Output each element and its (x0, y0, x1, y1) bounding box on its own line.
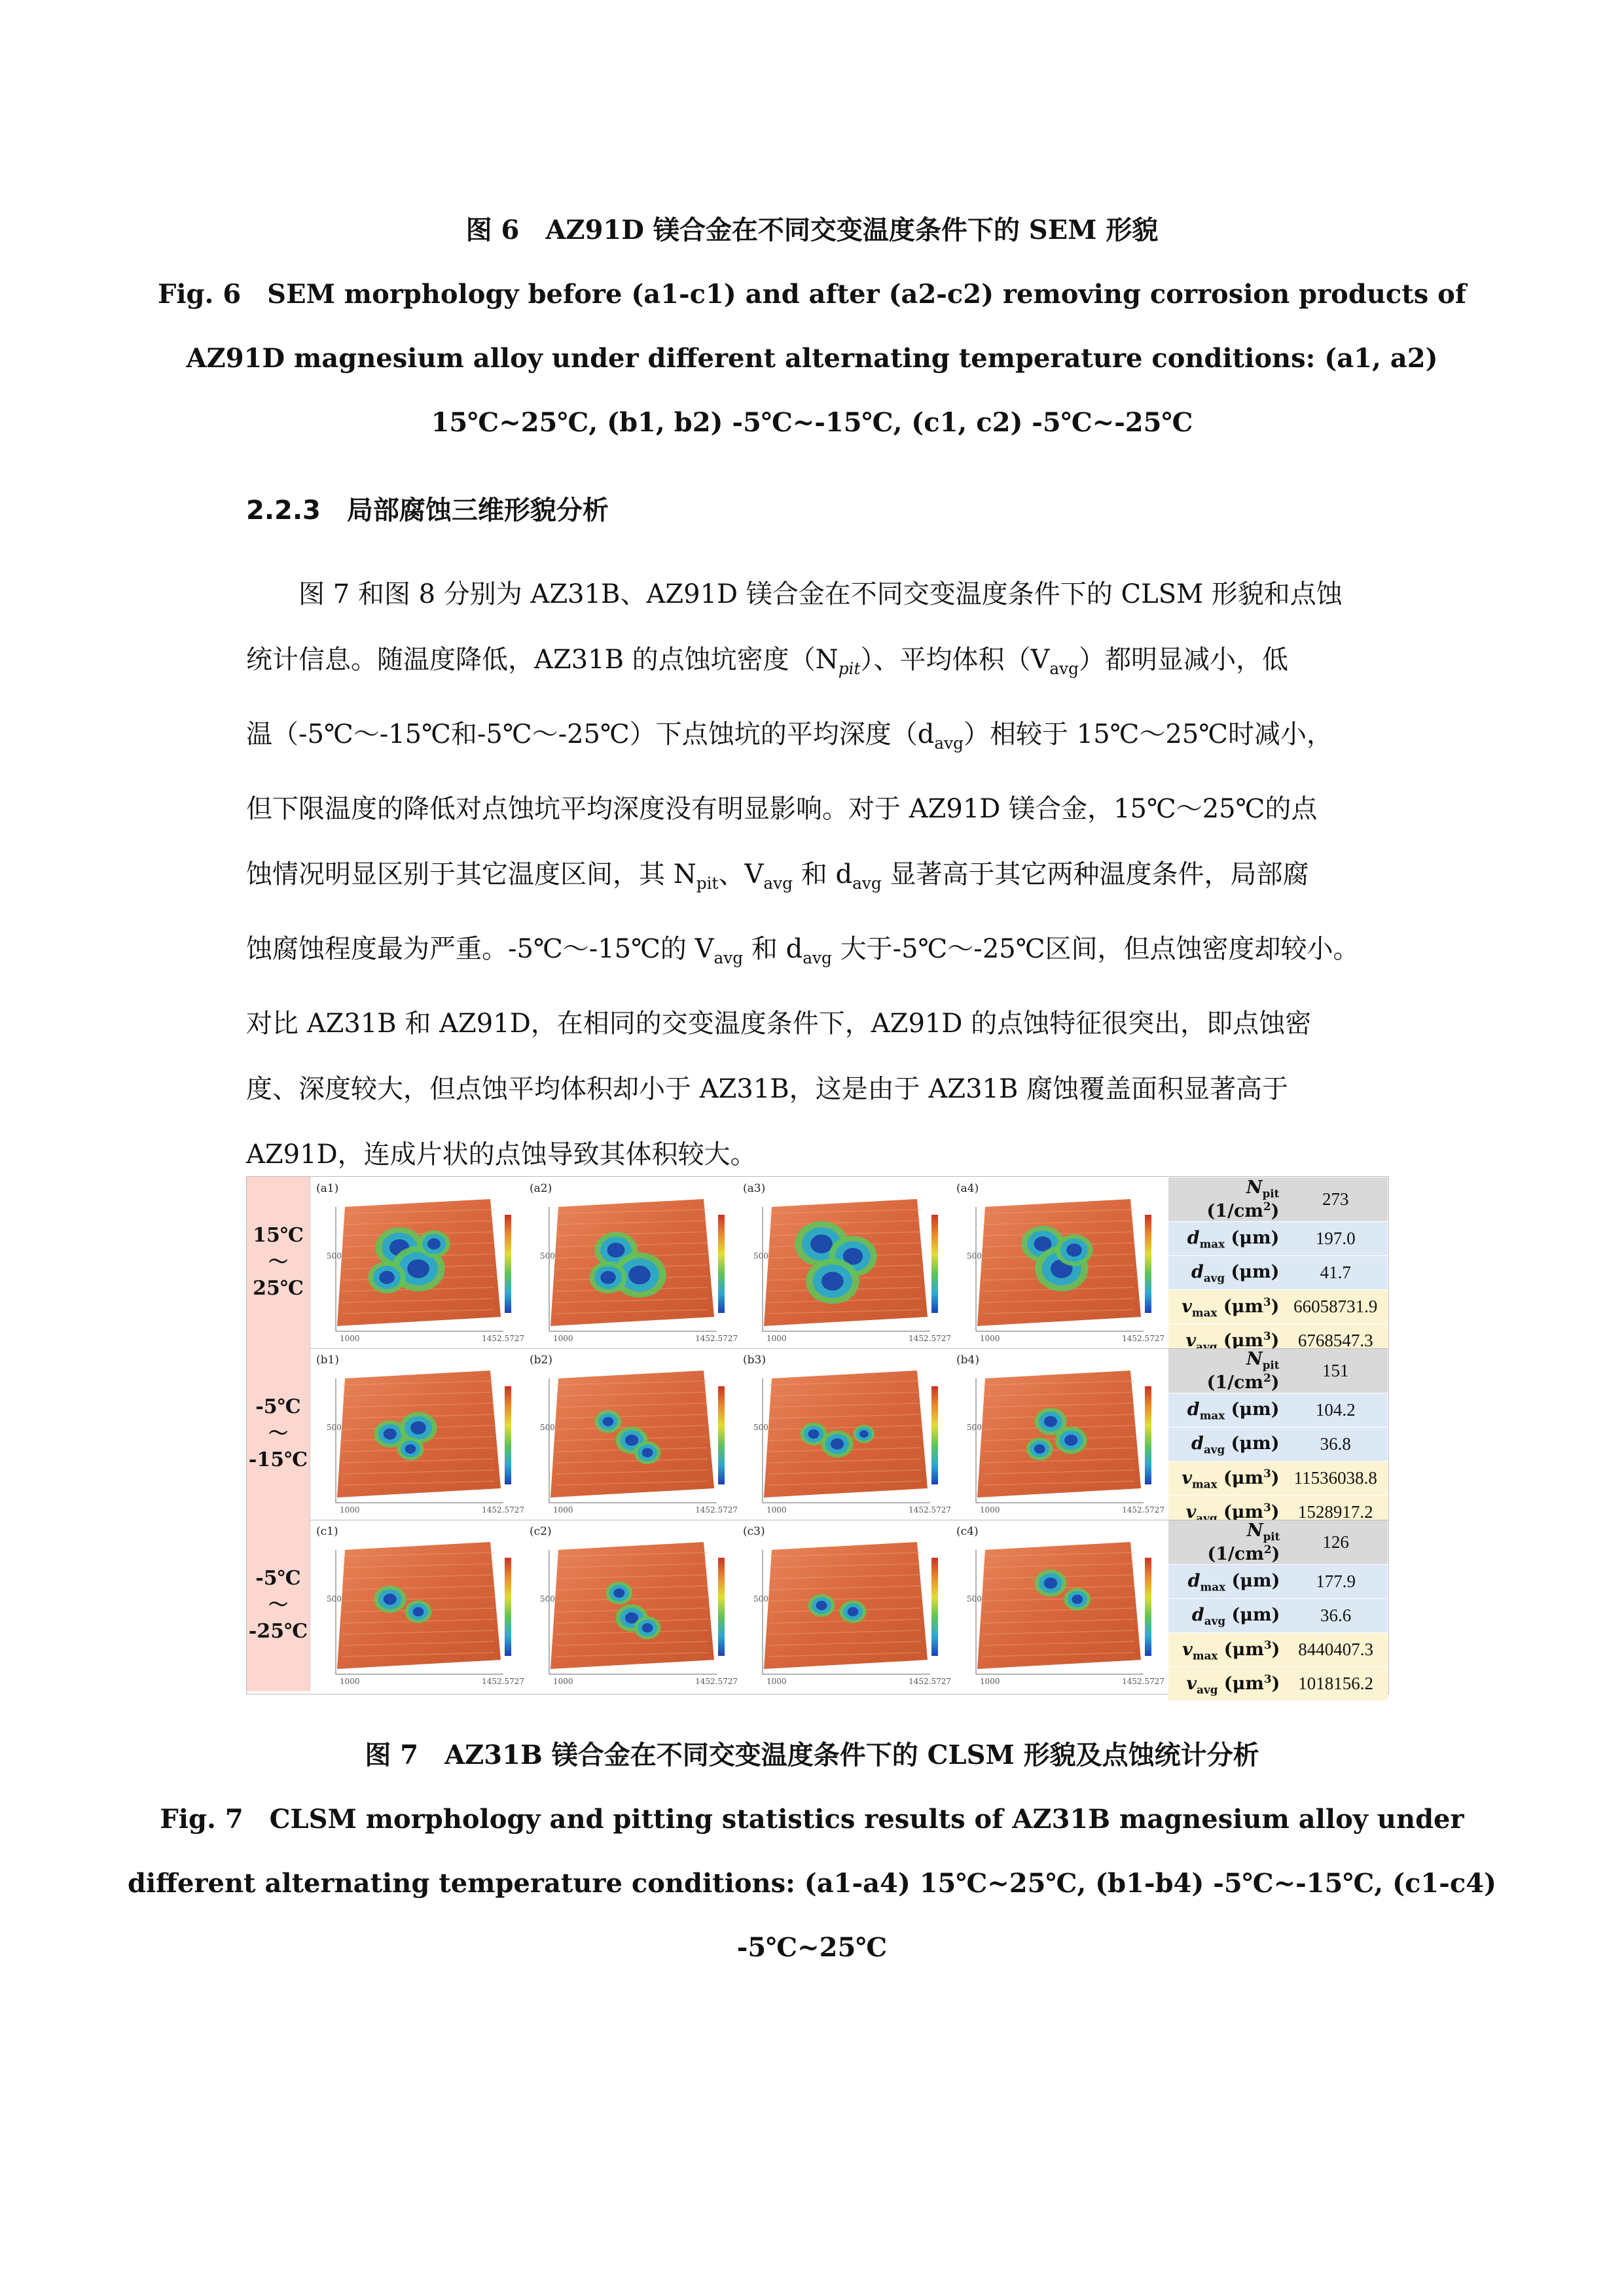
y-tick-label: 500 (753, 1251, 768, 1261)
height-colorbar (931, 1558, 938, 1656)
fig7-caption-cn: 图 7 AZ31B 镁合金在不同交变温度条件下的 CLSM 形貌及点蚀统计分析 (365, 1740, 1259, 1770)
panel-label: (a3) (743, 1182, 766, 1195)
corrosion-pit (1072, 1594, 1083, 1604)
height-colorbar (931, 1386, 938, 1484)
stat-row-vmax (1168, 1633, 1388, 1667)
x-dimension-label: 1452.5727 (909, 1334, 951, 1343)
stat-value: 104.2 (1284, 1393, 1388, 1427)
clsm-panel (314, 1524, 528, 1687)
stat-value: 36.6 (1284, 1599, 1388, 1633)
stat-label: $d_{avg}$ (μm) (1168, 1256, 1283, 1290)
clsm-surface-image (954, 1181, 1168, 1344)
stat-label: $N_{pit}$ $(1/cm^2)$ (1168, 1520, 1284, 1565)
clsm-surface-image (314, 1524, 528, 1687)
height-colorbar (505, 1215, 511, 1313)
fig7-caption-en-line3: -5℃~25℃ (736, 1932, 888, 1963)
clsm-panel (740, 1352, 955, 1516)
panel-label: (a1) (316, 1182, 339, 1195)
y-tick-label: 500 (327, 1423, 342, 1432)
x-tick-label: 1000 (340, 1334, 360, 1343)
clsm-surface-image (314, 1352, 528, 1516)
clsm-panel (527, 1352, 742, 1516)
stat-value: 8440407.3 (1284, 1633, 1388, 1667)
x-dimension-label: 1452.5727 (482, 1334, 524, 1343)
corrosion-pit (384, 1594, 397, 1605)
pitting-statistics-table (1168, 1177, 1388, 1358)
fig6-caption-en-line2: AZ91D magnesium alloy under different alternating temperature conditions: (a1, a2) (186, 343, 1438, 374)
x-tick-label: 1000 (767, 1677, 787, 1686)
pitting-statistics-table (1168, 1349, 1388, 1530)
y-tick-label: 500 (327, 1251, 342, 1261)
y-tick-label: 500 (540, 1594, 555, 1604)
stat-row-davg (1168, 1599, 1388, 1633)
corrosion-pit (810, 1234, 833, 1253)
clsm-panel (954, 1352, 1168, 1516)
x-dimension-label: 1452.5727 (482, 1677, 524, 1686)
x-dimension-label: 1452.5727 (1122, 1334, 1164, 1343)
x-tick-label: 1000 (340, 1505, 360, 1515)
clsm-surface-image (740, 1524, 955, 1687)
row-temperature-label (247, 1177, 310, 1348)
x-dimension-label: 1452.5727 (909, 1505, 951, 1515)
stat-value: 197.0 (1283, 1222, 1388, 1256)
corrosion-pit (859, 1430, 868, 1437)
panel-label: (b1) (316, 1354, 339, 1367)
fig7-caption-en-line2: different alternating temperature conditions: (a1-a4) 15℃~25℃, (b1-b4) -5℃~-15℃, (c1-c4) (128, 1868, 1496, 1899)
stat-label: $d_{max}$ (μm) (1168, 1222, 1283, 1256)
corrosion-pit (1034, 1444, 1045, 1454)
x-dimension-label: 1452.5727 (1122, 1505, 1164, 1515)
body-paragraph (246, 562, 1379, 1187)
y-tick-label: 500 (967, 1594, 982, 1604)
stat-row-davg (1168, 1256, 1388, 1290)
corrosion-pit (816, 1601, 827, 1610)
clsm-surface-image (527, 1181, 742, 1344)
height-colorbar (505, 1386, 511, 1484)
fig6-caption-cn: 图 6 AZ91D 镁合金在不同交变温度条件下的 SEM 形貌 (465, 215, 1159, 245)
stat-row-vmax (1168, 1290, 1388, 1324)
stat-value: 177.9 (1284, 1565, 1388, 1599)
stat-row-vavg (1168, 1667, 1388, 1701)
clsm-panel (527, 1181, 742, 1344)
stat-label: $d_{max}$ (μm) (1168, 1565, 1284, 1599)
clsm-surface-image (954, 1352, 1168, 1516)
x-tick-label: 1000 (340, 1677, 360, 1686)
para-line-9: AZ91D，连成片状的点蚀导致其体积较大。 (246, 1139, 757, 1170)
stat-value: 126 (1284, 1520, 1388, 1565)
para-line-3: 温（-5℃～-15℃和-5℃～-25℃）下点蚀坑的平均深度$(d_{avg})$相较于 15℃～25℃时减小， (246, 719, 1333, 753)
corrosion-pit (628, 1266, 651, 1285)
x-dimension-label: 1452.5727 (482, 1505, 524, 1515)
row-temperature-label (247, 1348, 310, 1520)
corrosion-pit (1044, 1416, 1057, 1427)
stat-row-npit (1168, 1520, 1388, 1565)
stat-row-npit (1168, 1177, 1388, 1222)
row-label-bot: -15℃ (248, 1448, 308, 1472)
x-dimension-label: 1452.5727 (1122, 1677, 1164, 1686)
height-colorbar (718, 1215, 725, 1313)
row-label-top: -5℃ (255, 1395, 301, 1419)
clsm-panel (527, 1524, 742, 1687)
corrosion-pit (384, 1428, 397, 1439)
y-tick-label: 500 (753, 1594, 768, 1604)
x-tick-label: 1000 (767, 1505, 787, 1515)
corrosion-pit (808, 1429, 820, 1439)
clsm-panel (314, 1181, 528, 1344)
y-tick-label: 500 (327, 1594, 342, 1604)
section-heading: 2.2.3 局部腐蚀三维形貌分析 (246, 495, 609, 526)
stat-row-dmax (1168, 1222, 1388, 1256)
clsm-panel (954, 1181, 1168, 1344)
height-colorbar (1145, 1558, 1151, 1656)
stat-label: $N_{pit}$ $(1/cm^2)$ (1168, 1177, 1283, 1222)
stat-label: $v_{avg}$ $(\mu m^3)$ (1168, 1667, 1284, 1701)
panel-label: (c3) (743, 1525, 765, 1538)
clsm-surface-image (740, 1352, 955, 1516)
x-tick-label: 1000 (553, 1505, 573, 1515)
x-tick-label: 1000 (553, 1677, 573, 1686)
height-colorbar (1145, 1215, 1151, 1313)
stat-value: 273 (1283, 1177, 1388, 1222)
corrosion-pit (821, 1272, 844, 1291)
stat-value: 11536038.8 (1284, 1462, 1388, 1496)
row-label-top: 15℃ (253, 1224, 304, 1247)
row-label-bot: 25℃ (253, 1277, 304, 1300)
para-line-1: 图 7 和图 8 分别为 AZ31B、AZ91D 镁合金在不同交变温度条件下的 CLSM 形貌和点蚀 (298, 579, 1343, 609)
corrosion-pit (848, 1607, 859, 1616)
x-dimension-label: 1452.5727 (909, 1677, 951, 1686)
panel-label: (c1) (316, 1525, 338, 1538)
stat-label: $d_{max}$ (μm) (1168, 1393, 1284, 1427)
clsm-surface-image (740, 1181, 955, 1344)
height-colorbar (505, 1558, 511, 1656)
stat-row-npit (1168, 1349, 1388, 1393)
clsm-surface-image (954, 1524, 1168, 1687)
panel-label: (a2) (530, 1182, 552, 1195)
clsm-surface-image (527, 1352, 742, 1516)
corrosion-pit (1044, 1577, 1057, 1588)
clsm-surface-image (527, 1524, 742, 1687)
row-label-mid: ～ (268, 1593, 288, 1617)
stat-value: 36.8 (1284, 1427, 1388, 1462)
x-tick-label: 1000 (553, 1334, 573, 1343)
corrosion-pit (1066, 1244, 1082, 1257)
corrosion-pit (613, 1588, 624, 1598)
stat-label: $v_{max}$ $(\mu m^3)$ (1168, 1462, 1284, 1496)
y-tick-label: 500 (753, 1423, 768, 1432)
corrosion-pit (831, 1439, 844, 1450)
pitting-statistics-table (1168, 1520, 1388, 1701)
x-dimension-label: 1452.5727 (695, 1334, 738, 1343)
panel-label: (b2) (530, 1354, 552, 1367)
stat-row-vmax (1168, 1462, 1388, 1496)
stat-label: $N_{pit}$ $(1/cm^2)$ (1168, 1349, 1284, 1393)
corrosion-pit (379, 1271, 395, 1284)
fig6-caption-en-line1: Fig. 6 SEM morphology before (a1-c1) and after (a2-c2) removing corrosion products of (157, 279, 1467, 310)
clsm-panel (314, 1352, 528, 1516)
y-tick-label: 500 (540, 1251, 555, 1261)
y-tick-label: 500 (967, 1423, 982, 1432)
stat-value: 151 (1284, 1349, 1388, 1393)
clsm-panel (954, 1524, 1168, 1687)
x-dimension-label: 1452.5727 (695, 1505, 738, 1515)
para-line-4: 但下限温度的降低对点蚀坑平均深度没有明显影响。对于 AZ91D 镁合金，15℃～25℃的点 (246, 794, 1318, 824)
row-label-mid: ～ (268, 1250, 288, 1274)
clsm-surface-image (314, 1181, 528, 1344)
x-tick-label: 1000 (980, 1334, 1000, 1343)
fig6-caption-en-line3: 15℃~25℃, (b1, b2) -5℃~-15℃, (c1, c2) -5℃~-25℃ (431, 407, 1193, 438)
height-colorbar (1145, 1386, 1151, 1484)
stat-value: 66058731.9 (1283, 1290, 1388, 1324)
clsm-panel (740, 1181, 955, 1344)
corrosion-pit (603, 1417, 614, 1426)
stat-label: $d_{avg}$ (μm) (1168, 1599, 1284, 1633)
height-colorbar (931, 1215, 938, 1313)
figure-7 (246, 1176, 1389, 1695)
para-line-2: 统计信息。随温度降低，AZ31B 的点蚀坑密度$(N_{pit})$、平均体积$(V_{avg})$都明显减小，低 (246, 645, 1289, 678)
para-line-8: 度、深度较大，但点蚀平均体积却小于 AZ31B，这是由于 AZ31B 腐蚀覆盖面积显著高于 (246, 1074, 1289, 1104)
row-label-bot: -25℃ (248, 1620, 308, 1643)
y-tick-label: 500 (967, 1251, 982, 1261)
corrosion-pit (413, 1607, 424, 1616)
fig7-caption-en-line1: Fig. 7 CLSM morphology and pitting statistics results of AZ31B magnesium alloy under (160, 1804, 1464, 1835)
corrosion-pit (600, 1271, 616, 1284)
height-colorbar (718, 1558, 725, 1656)
panel-label: (c2) (530, 1525, 552, 1538)
corrosion-pit (625, 1435, 638, 1446)
corrosion-pit (407, 1259, 429, 1278)
panel-label: (b4) (956, 1354, 979, 1367)
stat-row-davg (1168, 1427, 1388, 1462)
row-label-top: -5℃ (255, 1567, 301, 1590)
surface-plane (977, 1542, 1141, 1669)
corrosion-pit (642, 1448, 653, 1457)
stat-value: 1528917.2 (1284, 1496, 1388, 1530)
x-tick-label: 1000 (767, 1334, 787, 1343)
corrosion-pit (427, 1238, 441, 1249)
y-tick-label: 500 (540, 1423, 555, 1432)
panel-label: (c4) (956, 1525, 979, 1538)
stat-value: 6768547.3 (1283, 1324, 1388, 1358)
row-label-mid: ～ (268, 1422, 288, 1445)
corrosion-pit (642, 1623, 653, 1632)
corrosion-pit (1064, 1435, 1077, 1446)
stat-label: $v_{max}$ $(\mu m^3)$ (1168, 1290, 1283, 1324)
stat-label: $d_{avg}$ (μm) (1168, 1427, 1284, 1462)
corrosion-pit (607, 1243, 625, 1258)
stat-label: $v_{max}$ $(\mu m^3)$ (1168, 1633, 1284, 1667)
para-line-6: 蚀腐蚀程度最为严重。-5℃～-15℃的 $V_{avg}$ 和 $d_{avg}$ 大于-5℃～-25℃区间，但点蚀密度却较小。 (246, 934, 1360, 967)
para-line-7: 对比 AZ31B 和 AZ91D，在相同的交变温度条件下，AZ91D 的点蚀特征很突出，即点蚀密 (246, 1009, 1312, 1039)
corrosion-pit (410, 1422, 426, 1435)
height-colorbar (718, 1386, 725, 1484)
x-dimension-label: 1452.5727 (695, 1677, 738, 1686)
corrosion-pit (405, 1444, 416, 1454)
x-tick-label: 1000 (980, 1505, 1000, 1515)
x-tick-label: 1000 (980, 1677, 1000, 1686)
stat-label: $v_{avg}$ $(\mu m^3)$ (1168, 1496, 1284, 1530)
stat-row-dmax (1168, 1393, 1388, 1427)
row-temperature-label (247, 1520, 310, 1691)
panel-label: (a4) (956, 1182, 979, 1195)
stat-value: 41.7 (1283, 1256, 1388, 1290)
clsm-panel (740, 1524, 955, 1687)
para-line-5: 蚀情况明显区别于其它温度区间，其 $N_{pit}$、$V_{avg}$ 和 $d_{avg}$ 显著高于其它两种温度条件，局部腐 (246, 859, 1309, 893)
stat-row-dmax (1168, 1565, 1388, 1599)
stat-label: $v_{avg}$ $(\mu m^3)$ (1168, 1324, 1283, 1358)
panel-label: (b3) (743, 1354, 766, 1367)
stat-value: 1018156.2 (1284, 1667, 1388, 1701)
